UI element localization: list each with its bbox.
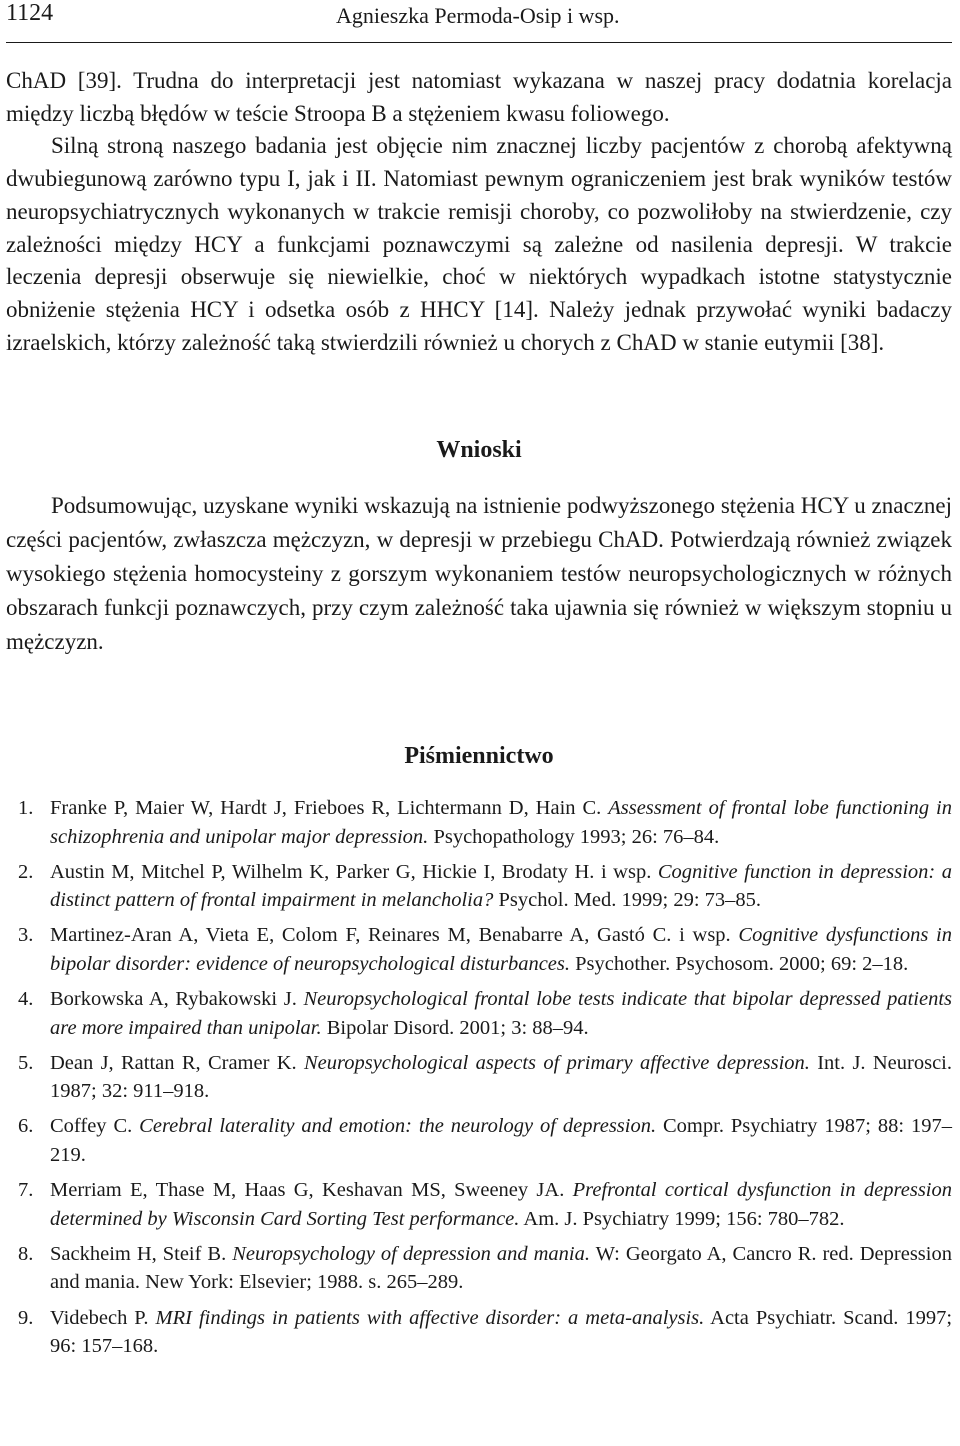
reference-authors: Sackheim H, Steif B.: [50, 1242, 227, 1265]
reference-item: [6, 1304, 952, 1361]
reference-number: 8.: [18, 1242, 34, 1265]
paragraph-continued: ChAD [39]. Trudna do interpretacji jest natomiast wykazana w naszej pracy dodatnia korelacja między liczbą błędów w teście Stroopa B a stężeniem kwasu foliowego.: [6, 68, 952, 126]
references-heading: Piśmiennictwo: [404, 743, 554, 769]
conclusions-heading: Wnioski: [436, 437, 522, 463]
reference-list: [6, 794, 952, 1367]
reference-title: Assessment of frontal lobe functioning in schizophrenia and unipolar major depression.: [50, 797, 952, 848]
reference-title: Prefrontal cortical dysfunction in depression determined by Wisconsin Card Sorting Test performance.: [50, 1179, 952, 1230]
reference-number: 5.: [18, 1051, 34, 1074]
reference-item: [6, 1049, 952, 1106]
reference-authors: Austin M, Mitchel P, Wilhelm K, Parker G, Hickie I, Brodaty H. i wsp.: [50, 860, 652, 883]
reference-title: Neuropsychological frontal lobe tests indicate that bipolar depressed patients are more impaired than unipolar.: [50, 988, 952, 1039]
reference-title: Cognitive dysfunctions in bipolar disorder: evidence of neuropsychological disturbances.: [50, 924, 953, 975]
reference-number: 2.: [18, 860, 34, 883]
reference-title: Neuropsychological aspects of primary affective depression.: [303, 1051, 810, 1074]
reference-authors: Franke P, Maier W, Hardt J, Frieboes R, Lichtermann D, Hain C.: [50, 797, 602, 819]
reference-source: Acta Psychiatr. Scand. 1997; 96: 157–168.: [50, 1306, 953, 1358]
reference-item: [6, 985, 952, 1042]
reference-title: Cognitive function in depression: a distinct pattern of frontal impairment in melancholia?: [50, 860, 952, 912]
reference-source: Psychother. Psychosom. 2000; 69: 2–18.: [575, 952, 909, 975]
reference-number: 9.: [18, 1306, 34, 1329]
reference-source: Bipolar Disord. 2001; 3: 88–94.: [326, 1016, 589, 1039]
reference-number: 6.: [18, 1115, 34, 1138]
reference-authors: Coffey C.: [50, 1115, 133, 1138]
reference-number: 1.: [18, 797, 34, 819]
paragraph: Podsumowując, uzyskane wyniki wskazują na istnienie podwyższonego stężenia HCY u znacznej części pacjentów, zwłaszcza mężczyzn, w depresji w przebiegu ChAD. Potwierdzają również związek wysokiego stężenia homocysteiny z gorszym wykonaniem testów neuropsychologicznych w różnych obszarach funkcji poznawczych, przy czym zależność taka ujawnia się również w większym stopniu u mężczyzn.: [6, 493, 952, 654]
reference-source: W: Georgato A, Cancro R. red. Depression and mania. New York: Elsevier; 1988. s. 265–289.: [50, 1242, 952, 1294]
reference-authors: Borkowska A, Rybakowski J.: [50, 988, 297, 1011]
conclusions-text: [6, 489, 952, 659]
reference-item: [6, 794, 952, 851]
reference-number: 3.: [18, 924, 34, 947]
reference-number: 7.: [18, 1179, 34, 1202]
reference-authors: Martinez-Aran A, Vieta E, Colom F, Reinares M, Benabarre A, Gastó C. i wsp.: [50, 924, 731, 947]
running-header: [6, 0, 952, 40]
reference-title: MRI findings in patients with affective disorder: a meta-analysis.: [155, 1306, 705, 1329]
reference-source: Am. J. Psychiatry 1999; 156: 780–782.: [523, 1207, 845, 1230]
reference-source: Psychol. Med. 1999; 29: 73–85.: [498, 889, 762, 912]
reference-authors: Dean J, Rattan R, Cramer K.: [50, 1051, 297, 1074]
header-rule: [6, 42, 952, 43]
reference-authors: Videbech P.: [50, 1306, 149, 1329]
reference-authors: Merriam E, Thase M, Haas G, Keshavan MS, Sweeney JA.: [50, 1179, 565, 1202]
page-number: 1124: [6, 0, 54, 26]
reference-item: [6, 1112, 952, 1169]
reference-item: [6, 858, 952, 915]
reference-item: [6, 1176, 952, 1233]
reference-title: Cerebral laterality and emotion: the neurology of depression.: [139, 1115, 657, 1138]
reference-item: [6, 921, 952, 978]
reference-item: [6, 1240, 952, 1297]
reference-number: 4.: [18, 988, 34, 1011]
running-title: Agnieszka Permoda-Osip i wsp.: [336, 3, 620, 28]
paragraph: Silną stroną naszego badania jest objęcie nim znacznej liczby pacjentów z chorobą afektywną dwubiegunową zarówno typu I, jak i II. Natomiast pewnym ograniczeniem jest brak wyników testów neuropsychiatrycznych wykonanych w trakcie remisji choroby, co pozwoliłoby na stwierdzenie, czy zależności między HCY a funkcjami poznawczymi są zależne od nasilenia depresji. W trakcie leczenia depresji obserwuje się niewielkie, choć w niektórych wypadkach istotne statystycznie obniżenie stężenia HCY i odsetka osób z HHCY [14]. Należy jednak przywołać wyniki badaczy izraelskich, którzy zależność taką stwierdzili również u chorych z ChAD w stanie eutymii [38].: [6, 133, 952, 355]
reference-source: Compr. Psychiatry 1987; 88: 197–219.: [50, 1115, 952, 1167]
reference-title: Neuropsychology of depression and mania.: [232, 1242, 590, 1265]
discussion-text: [6, 65, 952, 359]
reference-source: Int. J. Neurosci. 1987; 32: 911–918.: [50, 1051, 952, 1103]
reference-source: Psychopathology 1993; 26: 76–84.: [433, 825, 720, 848]
